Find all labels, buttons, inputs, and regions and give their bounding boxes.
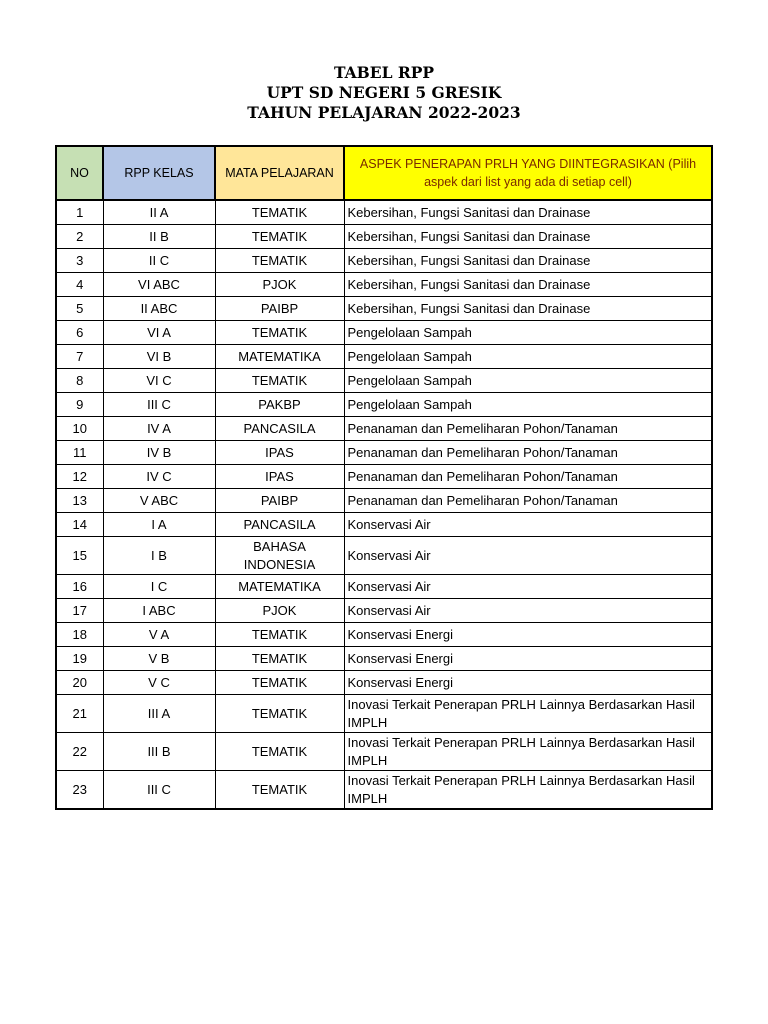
- cell-mata-pelajaran: MATEMATIKA: [215, 575, 344, 599]
- cell-aspek: Penanaman dan Pemeliharan Pohon/Tanaman: [344, 417, 712, 441]
- table-row: [56, 671, 712, 695]
- cell-rpp-kelas: II C: [103, 249, 215, 273]
- cell-aspek: Kebersihan, Fungsi Sanitasi dan Drainase: [344, 200, 712, 225]
- cell-aspek: Kebersihan, Fungsi Sanitasi dan Drainase: [344, 273, 712, 297]
- cell-rpp-kelas: II ABC: [103, 297, 215, 321]
- cell-aspek: Konservasi Air: [344, 599, 712, 623]
- cell-mata-pelajaran: BAHASA INDONESIA: [215, 537, 344, 575]
- cell-no: 14: [56, 513, 103, 537]
- cell-no: 13: [56, 489, 103, 513]
- cell-aspek: Kebersihan, Fungsi Sanitasi dan Drainase: [344, 225, 712, 249]
- table-row: [56, 733, 712, 771]
- table-row: [56, 695, 712, 733]
- header-no: NO: [56, 146, 103, 200]
- cell-rpp-kelas: III A: [103, 695, 215, 733]
- cell-rpp-kelas: V B: [103, 647, 215, 671]
- table-header: [56, 146, 712, 200]
- title-line-1: TABEL RPP: [333, 63, 435, 82]
- cell-mata-pelajaran: TEMATIK: [215, 623, 344, 647]
- cell-aspek: Kebersihan, Fungsi Sanitasi dan Drainase: [344, 297, 712, 321]
- cell-mata-pelajaran: MATEMATIKA: [215, 345, 344, 369]
- table-row: [56, 771, 712, 810]
- cell-mata-pelajaran: TEMATIK: [215, 249, 344, 273]
- cell-no: 12: [56, 465, 103, 489]
- table-row: [56, 200, 712, 225]
- cell-mata-pelajaran: PAIBP: [215, 489, 344, 513]
- cell-rpp-kelas: IV B: [103, 441, 215, 465]
- cell-no: 22: [56, 733, 103, 771]
- cell-no: 2: [56, 225, 103, 249]
- title-line-2: UPT SD NEGERI 5 GRESIK: [266, 83, 502, 102]
- cell-rpp-kelas: III C: [103, 393, 215, 417]
- cell-rpp-kelas: V A: [103, 623, 215, 647]
- cell-rpp-kelas: IV C: [103, 465, 215, 489]
- table-row: [56, 249, 712, 273]
- table-body: [56, 200, 712, 809]
- cell-mata-pelajaran: TEMATIK: [215, 671, 344, 695]
- cell-no: 15: [56, 537, 103, 575]
- cell-aspek: Pengelolaan Sampah: [344, 393, 712, 417]
- table-row: [56, 369, 712, 393]
- cell-no: 3: [56, 249, 103, 273]
- cell-aspek: Konservasi Air: [344, 575, 712, 599]
- cell-aspek: Inovasi Terkait Penerapan PRLH Lainnya Berdasarkan Hasil IMPLH: [344, 695, 712, 733]
- cell-mata-pelajaran: PANCASILA: [215, 417, 344, 441]
- cell-rpp-kelas: III C: [103, 771, 215, 810]
- cell-mata-pelajaran: IPAS: [215, 441, 344, 465]
- cell-rpp-kelas: III B: [103, 733, 215, 771]
- cell-aspek: Konservasi Air: [344, 513, 712, 537]
- cell-mata-pelajaran: TEMATIK: [215, 695, 344, 733]
- cell-mata-pelajaran: TEMATIK: [215, 771, 344, 810]
- table-row: [56, 465, 712, 489]
- cell-mata-pelajaran: IPAS: [215, 465, 344, 489]
- cell-rpp-kelas: VI C: [103, 369, 215, 393]
- cell-rpp-kelas: V ABC: [103, 489, 215, 513]
- cell-rpp-kelas: V C: [103, 671, 215, 695]
- table-row: [56, 537, 712, 575]
- cell-rpp-kelas: I A: [103, 513, 215, 537]
- cell-aspek: Konservasi Energi: [344, 623, 712, 647]
- cell-mata-pelajaran: PAIBP: [215, 297, 344, 321]
- cell-mata-pelajaran: TEMATIK: [215, 321, 344, 345]
- header-aspek-penerapan: ASPEK PENERAPAN PRLH YANG DIINTEGRASIKAN (Pilih aspek dari list yang ada di setiap cell): [344, 146, 712, 200]
- cell-no: 17: [56, 599, 103, 623]
- header-row: [56, 146, 712, 200]
- cell-aspek: Kebersihan, Fungsi Sanitasi dan Drainase: [344, 249, 712, 273]
- cell-mata-pelajaran: TEMATIK: [215, 733, 344, 771]
- cell-aspek: Penanaman dan Pemeliharan Pohon/Tanaman: [344, 489, 712, 513]
- cell-no: 19: [56, 647, 103, 671]
- cell-no: 7: [56, 345, 103, 369]
- cell-mata-pelajaran: PANCASILA: [215, 513, 344, 537]
- cell-no: 4: [56, 273, 103, 297]
- cell-mata-pelajaran: PAKBP: [215, 393, 344, 417]
- table-row: [56, 417, 712, 441]
- table-row: [56, 575, 712, 599]
- cell-aspek: Konservasi Energi: [344, 671, 712, 695]
- cell-aspek: Pengelolaan Sampah: [344, 369, 712, 393]
- cell-aspek: Konservasi Energi: [344, 647, 712, 671]
- cell-rpp-kelas: VI A: [103, 321, 215, 345]
- cell-rpp-kelas: VI B: [103, 345, 215, 369]
- header-rpp-kelas: RPP KELAS: [103, 146, 215, 200]
- table-row: [56, 441, 712, 465]
- cell-mata-pelajaran: TEMATIK: [215, 200, 344, 225]
- cell-rpp-kelas: I B: [103, 537, 215, 575]
- table-row: [56, 297, 712, 321]
- header-mata-pelajaran: MATA PELAJARAN: [215, 146, 344, 200]
- cell-rpp-kelas: VI ABC: [103, 273, 215, 297]
- cell-aspek: Penanaman dan Pemeliharan Pohon/Tanaman: [344, 465, 712, 489]
- table-row: [56, 393, 712, 417]
- cell-mata-pelajaran: TEMATIK: [215, 647, 344, 671]
- cell-no: 21: [56, 695, 103, 733]
- cell-no: 18: [56, 623, 103, 647]
- cell-rpp-kelas: I ABC: [103, 599, 215, 623]
- cell-no: 16: [56, 575, 103, 599]
- table-row: [56, 623, 712, 647]
- cell-no: 9: [56, 393, 103, 417]
- cell-rpp-kelas: IV A: [103, 417, 215, 441]
- table-row: [56, 513, 712, 537]
- cell-no: 11: [56, 441, 103, 465]
- cell-rpp-kelas: II A: [103, 200, 215, 225]
- cell-mata-pelajaran: TEMATIK: [215, 369, 344, 393]
- table-row: [56, 321, 712, 345]
- cell-rpp-kelas: I C: [103, 575, 215, 599]
- rpp-table: [55, 145, 713, 810]
- document-title: [0, 63, 768, 123]
- cell-aspek: Penanaman dan Pemeliharan Pohon/Tanaman: [344, 441, 712, 465]
- cell-no: 5: [56, 297, 103, 321]
- cell-mata-pelajaran: PJOK: [215, 599, 344, 623]
- cell-aspek: Pengelolaan Sampah: [344, 345, 712, 369]
- cell-no: 6: [56, 321, 103, 345]
- cell-no: 1: [56, 200, 103, 225]
- table-row: [56, 345, 712, 369]
- cell-no: 20: [56, 671, 103, 695]
- cell-aspek: Inovasi Terkait Penerapan PRLH Lainnya Berdasarkan Hasil IMPLH: [344, 771, 712, 810]
- cell-aspek: Pengelolaan Sampah: [344, 321, 712, 345]
- cell-aspek: Inovasi Terkait Penerapan PRLH Lainnya Berdasarkan Hasil IMPLH: [344, 733, 712, 771]
- cell-rpp-kelas: II B: [103, 225, 215, 249]
- table-row: [56, 647, 712, 671]
- table-row: [56, 225, 712, 249]
- cell-no: 23: [56, 771, 103, 810]
- table-row: [56, 489, 712, 513]
- cell-aspek: Konservasi Air: [344, 537, 712, 575]
- cell-mata-pelajaran: PJOK: [215, 273, 344, 297]
- cell-no: 8: [56, 369, 103, 393]
- table-row: [56, 599, 712, 623]
- table-row: [56, 273, 712, 297]
- title-line-3: TAHUN PELAJARAN 2022-2023: [247, 103, 521, 122]
- cell-no: 10: [56, 417, 103, 441]
- cell-mata-pelajaran: TEMATIK: [215, 225, 344, 249]
